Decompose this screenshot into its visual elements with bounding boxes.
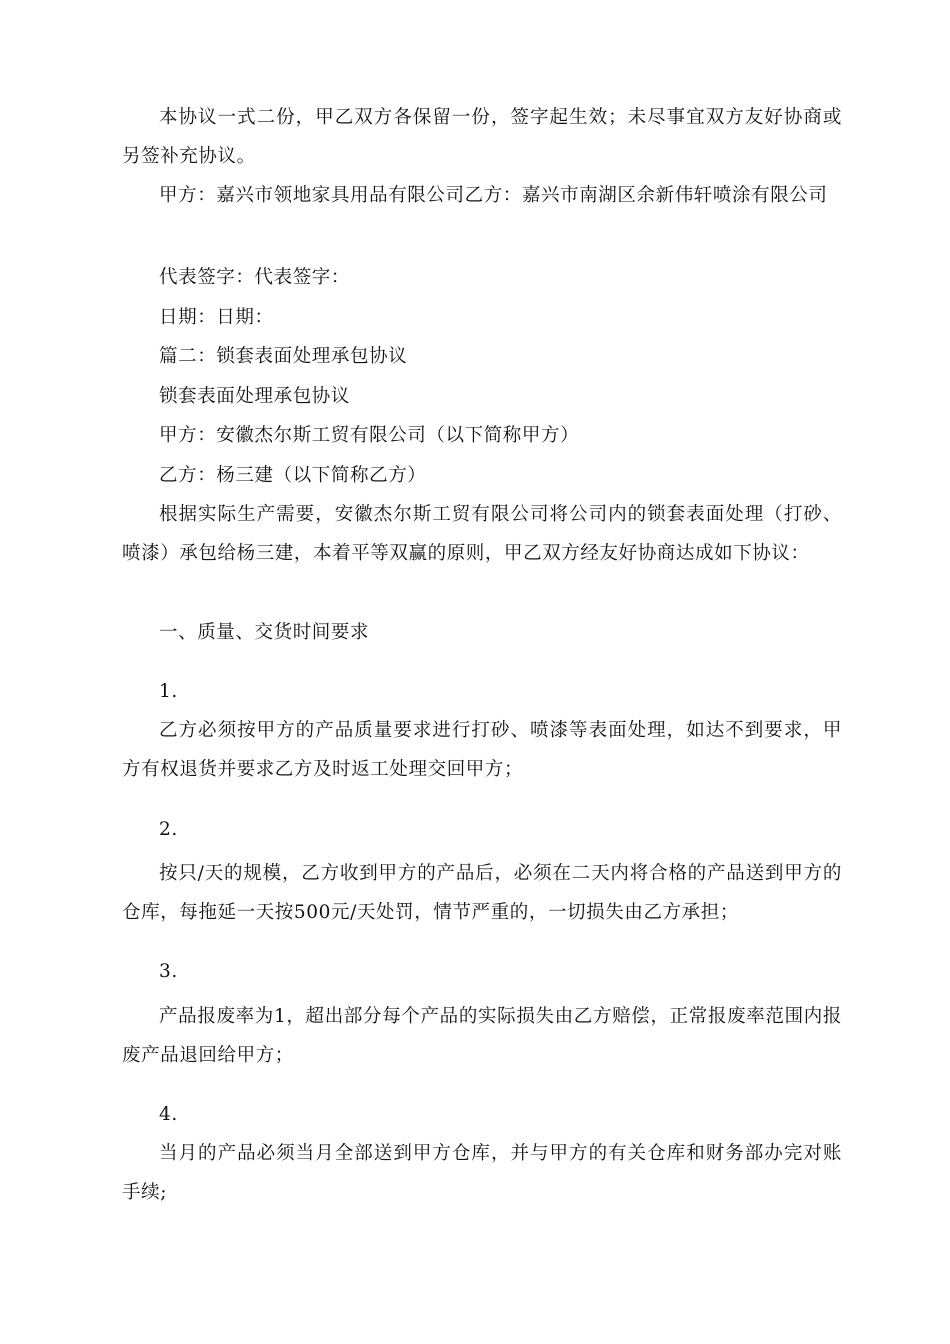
item-text-3: 产品报废率为1，超出部分每个产品的实际损失由乙方赔偿，正常报废率范围内报废产品退回给甲方；: [122, 1006, 842, 1066]
agreement-title: 锁套表面处理承包协议: [159, 386, 351, 407]
section-heading-quality: 一、质量、交货时间要求: [159, 622, 370, 643]
party-b: 乙方：杨三建（以下简称乙方）: [159, 465, 427, 486]
item-number-2: 2.: [159, 819, 178, 840]
paragraph-dates: 日期：日期：: [159, 307, 274, 328]
paragraph-copies-clause: 本协议一式二份，甲乙双方各保留一份，签字起生效；未尽事宜双方友好协商或另签补充协议。: [122, 107, 842, 167]
item-text-2: 按只/天的规模，乙方收到甲方的产品后，必须在二天内将合格的产品送到甲方的仓库，每拖延一天按500元/天处罚，情节严重的，一切损失由乙方承担；: [122, 863, 842, 923]
item-number-3: 3.: [159, 961, 178, 982]
party-a: 甲方：安徽杰尔斯工贸有限公司（以下简称甲方）: [159, 425, 580, 446]
item-text-1: 乙方必须按甲方的产品质量要求进行打砂、喷漆等表面处理，如达不到要求，甲方有权退货并要求乙方及时返工处理交回甲方；: [122, 720, 842, 780]
section-heading-part-two: 篇二：锁套表面处理承包协议: [159, 346, 408, 367]
paragraph-signatures: 代表签字：代表签字：: [159, 267, 351, 288]
paragraph-preamble: 根据实际生产需要，安徽杰尔斯工贸有限公司将公司内的锁套表面处理（打砂、喷漆）承包给杨三建，本着平等双赢的原则，甲乙双方经友好协商达成如下协议：: [122, 504, 842, 564]
item-text-4: 当月的产品必须当月全部送到甲方仓库，并与甲方的有关仓库和财务部办完对账手续;: [122, 1143, 842, 1203]
paragraph-parties: 甲方：嘉兴市领地家具用品有限公司乙方：嘉兴市南湖区余新伟轩喷涂有限公司: [159, 185, 828, 206]
item-number-4: 4.: [159, 1104, 178, 1125]
item-number-1: 1.: [159, 681, 178, 702]
